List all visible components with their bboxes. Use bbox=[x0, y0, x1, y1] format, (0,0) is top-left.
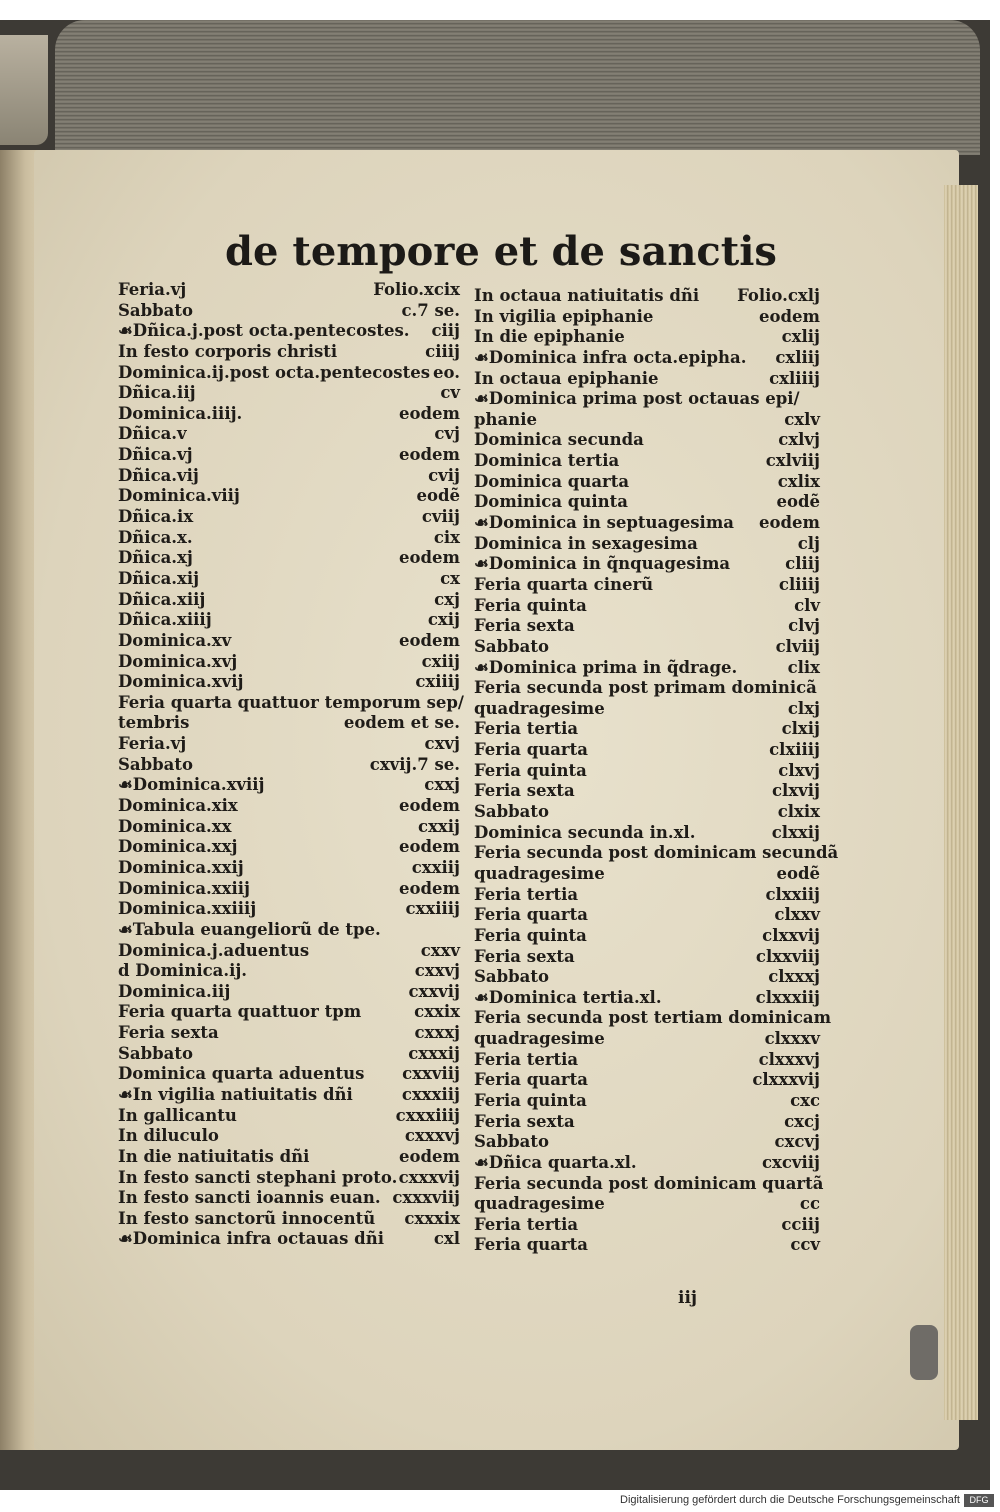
entry-title: Dñica.xij bbox=[118, 568, 200, 588]
entry-folio: cxxv bbox=[420, 940, 460, 960]
entry-folio: eodẽ bbox=[416, 486, 460, 506]
entry-folio: cxiiij bbox=[415, 672, 460, 692]
index-entry bbox=[118, 1126, 460, 1147]
index-entry bbox=[118, 507, 460, 528]
index-entry bbox=[474, 286, 820, 307]
entry-title: Sabbato bbox=[474, 802, 549, 822]
index-entry bbox=[474, 369, 820, 390]
entry-folio: cxxxiij bbox=[401, 1084, 460, 1104]
entry-folio: cxcvj bbox=[774, 1132, 820, 1152]
entry-title: Feria secunda post dominicam quartã bbox=[474, 1173, 824, 1193]
index-entry bbox=[474, 864, 820, 885]
entry-folio: clxxxvj bbox=[758, 1049, 820, 1069]
index-entry bbox=[118, 713, 460, 734]
index-entry bbox=[118, 858, 460, 879]
entry-folio: ciij bbox=[431, 321, 460, 341]
entry-title: Feria secunda post dominicam secundã bbox=[474, 843, 839, 863]
entry-folio: cxlviij bbox=[765, 451, 820, 471]
entry-folio: cxxiij bbox=[411, 857, 460, 877]
entry-title: ☙Dñica.j.post octa.pentecostes. bbox=[118, 321, 410, 341]
entry-title: In die natiuitatis dñi bbox=[118, 1146, 310, 1166]
index-entry bbox=[474, 1173, 824, 1195]
index-entry bbox=[474, 699, 820, 720]
index-entry bbox=[118, 879, 460, 900]
entry-title: Feria.vj bbox=[118, 280, 187, 299]
entry-title: Sabbato bbox=[118, 300, 193, 320]
index-entry bbox=[474, 1215, 820, 1236]
index-entry bbox=[474, 1029, 820, 1050]
entry-folio: cliij bbox=[785, 554, 820, 574]
index-entry bbox=[474, 554, 820, 575]
entry-folio: eodem bbox=[399, 403, 460, 423]
entry-title: ☙Dominica infra octa.epipha. bbox=[474, 347, 747, 367]
entry-title: Feria quarta bbox=[474, 1235, 588, 1255]
entry-title: Feria sexta bbox=[474, 616, 575, 636]
top-page-edges bbox=[55, 20, 980, 155]
index-entry bbox=[118, 920, 460, 941]
entry-folio: cxliiij bbox=[769, 368, 820, 388]
entry-folio: clj bbox=[797, 533, 820, 553]
index-entry bbox=[474, 678, 820, 699]
index-entry bbox=[474, 534, 820, 555]
entry-title: Dominica in sexagesima bbox=[474, 533, 698, 553]
entry-folio: cxxviij bbox=[402, 1064, 460, 1084]
entry-folio: cxlij bbox=[781, 327, 820, 347]
entry-folio: clviij bbox=[775, 636, 820, 656]
entry-folio: clxxxvij bbox=[752, 1070, 820, 1090]
entry-folio: clxxv bbox=[774, 905, 820, 925]
entry-folio: cxxxvij bbox=[398, 1167, 460, 1187]
entry-title: Feria quarta quattuor tpm bbox=[118, 1002, 362, 1022]
entry-title: Dominica.xvij bbox=[118, 672, 244, 692]
index-entry bbox=[118, 363, 460, 384]
entry-title: Feria sexta bbox=[474, 781, 575, 801]
entry-folio: cxiij bbox=[421, 651, 460, 671]
entry-folio: cc bbox=[799, 1194, 820, 1214]
index-entry bbox=[474, 967, 820, 988]
index-entry bbox=[474, 430, 820, 451]
entry-title: Feria tertia bbox=[474, 1214, 579, 1234]
entry-folio: eodem bbox=[399, 878, 460, 898]
index-entry bbox=[118, 1002, 460, 1023]
entry-title: quadragesime bbox=[474, 698, 605, 718]
index-entry bbox=[118, 837, 460, 858]
index-entry bbox=[118, 692, 464, 714]
entry-title: Feria quinta bbox=[474, 595, 587, 615]
index-entry bbox=[118, 590, 460, 611]
entry-folio: cvj bbox=[434, 424, 460, 444]
entry-title: Dominica.xxiij bbox=[118, 878, 250, 898]
entry-title: In vigilia epiphanie bbox=[474, 306, 654, 326]
index-entry bbox=[118, 383, 460, 404]
entry-folio: cxl bbox=[433, 1229, 460, 1249]
index-entry bbox=[474, 658, 820, 679]
index-entry bbox=[474, 1194, 820, 1215]
index-entry bbox=[474, 389, 820, 410]
entry-folio: eodem bbox=[759, 306, 820, 326]
index-entry bbox=[474, 885, 820, 906]
entry-title: ☙Dominica prima post octauas epi/ bbox=[474, 389, 800, 409]
entry-folio: eodem bbox=[399, 1146, 460, 1166]
index-entry bbox=[118, 652, 460, 673]
index-entry bbox=[118, 445, 460, 466]
entry-folio: cxxvij bbox=[408, 981, 460, 1001]
index-entry bbox=[474, 823, 820, 844]
index-entry bbox=[118, 342, 460, 363]
entry-title: Feria quinta bbox=[474, 1090, 587, 1110]
entry-title: In festo sancti ioannis euan. bbox=[118, 1188, 381, 1208]
entry-title: Sabbato bbox=[118, 754, 193, 774]
index-entry bbox=[118, 755, 460, 776]
entry-title: tembris bbox=[118, 713, 190, 733]
entry-title: In festo sancti stephani proto. bbox=[118, 1167, 398, 1187]
entry-folio: cxxvj bbox=[414, 961, 460, 981]
entry-folio: clv bbox=[794, 595, 820, 615]
entry-title: Feria tertia bbox=[474, 719, 579, 739]
left-column-index bbox=[118, 280, 464, 1250]
entry-title: Dominica.viij bbox=[118, 486, 240, 506]
entry-folio: eodem bbox=[399, 796, 460, 816]
index-entry bbox=[474, 843, 839, 864]
index-entry bbox=[474, 451, 820, 472]
entry-folio: cxcviij bbox=[761, 1152, 820, 1172]
entry-folio: cxxxiiij bbox=[395, 1105, 460, 1125]
page-clip bbox=[910, 1325, 938, 1380]
entry-title: Feria sexta bbox=[118, 1023, 219, 1043]
entry-title: Dominica.xv bbox=[118, 630, 232, 650]
entry-title: In octaua epiphanie bbox=[474, 368, 659, 388]
entry-title: Feria quinta bbox=[474, 760, 587, 780]
dfg-logo: DFG bbox=[964, 1494, 994, 1507]
entry-folio: cxc bbox=[790, 1090, 820, 1110]
entry-title: Dominica.iiij. bbox=[118, 403, 243, 423]
entry-title: In die epiphanie bbox=[474, 327, 625, 347]
entry-folio: cxlix bbox=[777, 471, 820, 491]
index-entry bbox=[118, 796, 460, 817]
entry-folio: clxiiij bbox=[769, 740, 820, 760]
entry-folio: clxxxiij bbox=[755, 987, 820, 1007]
index-entry bbox=[118, 1044, 460, 1065]
index-entry bbox=[118, 424, 460, 445]
index-entry bbox=[474, 327, 820, 348]
index-entry bbox=[474, 1091, 820, 1112]
index-entry bbox=[474, 1070, 820, 1091]
index-entry bbox=[474, 637, 820, 658]
index-entry bbox=[474, 1132, 820, 1153]
index-entry bbox=[118, 672, 460, 693]
entry-title: quadragesime bbox=[474, 1029, 605, 1049]
entry-title: phanie bbox=[474, 409, 537, 429]
entry-title: Dñica.vij bbox=[118, 465, 199, 485]
entry-title: Dominica secunda in.xl. bbox=[474, 822, 696, 842]
index-entry bbox=[474, 472, 820, 493]
entry-title: ☙Dominica prima in q̃drage. bbox=[474, 657, 738, 677]
entry-title: In gallicantu bbox=[118, 1105, 237, 1125]
entry-folio: cxxxj bbox=[414, 1023, 460, 1043]
entry-title: Dominica quarta aduentus bbox=[118, 1064, 365, 1084]
index-entry bbox=[474, 513, 820, 534]
signature-mark: iij bbox=[678, 1288, 698, 1308]
entry-title: Dominica.xxj bbox=[118, 837, 238, 857]
index-entry bbox=[118, 1188, 460, 1209]
entry-folio: c.7 se. bbox=[401, 300, 460, 320]
index-entry bbox=[474, 988, 820, 1009]
index-entry bbox=[118, 899, 460, 920]
entry-folio: cxcj bbox=[784, 1111, 820, 1131]
entry-title: Feria quarta bbox=[474, 1070, 588, 1090]
entry-folio: eodem et se. bbox=[343, 713, 460, 733]
index-entry bbox=[474, 781, 820, 802]
entry-title: In diluculo bbox=[118, 1126, 219, 1146]
index-entry bbox=[118, 1209, 460, 1230]
entry-folio: cxlv bbox=[784, 409, 820, 429]
entry-title: Feria tertia bbox=[474, 884, 579, 904]
entry-title: Dominica.xxij bbox=[118, 857, 244, 877]
entry-title: Dominica.xxiiij bbox=[118, 899, 257, 919]
index-entry bbox=[474, 348, 820, 369]
entry-folio: ciiij bbox=[425, 341, 460, 361]
entry-folio: eo. bbox=[433, 362, 460, 382]
entry-folio: clix bbox=[787, 657, 820, 677]
entry-title: Feria quarta quattuor temporum sep/ bbox=[118, 692, 464, 712]
index-entry bbox=[474, 616, 820, 637]
index-entry bbox=[118, 486, 460, 507]
entry-title: Dñica.xj bbox=[118, 548, 193, 568]
entry-title: ☙Tabula euangeliorũ de tpe. bbox=[118, 919, 381, 939]
entry-folio: eodem bbox=[399, 837, 460, 857]
index-entry bbox=[474, 410, 820, 431]
index-entry bbox=[118, 1147, 460, 1168]
index-entry bbox=[474, 761, 820, 782]
entry-title: Dñica.xiiij bbox=[118, 610, 212, 630]
index-entry bbox=[118, 1229, 460, 1250]
index-entry bbox=[118, 1023, 460, 1044]
entry-title: Dominica.xx bbox=[118, 816, 232, 836]
index-entry bbox=[118, 528, 460, 549]
entry-title: Feria secunda post primam dominicã bbox=[474, 678, 817, 698]
entry-folio: cx bbox=[440, 568, 460, 588]
right-column-index bbox=[474, 286, 839, 1256]
entry-title: Dñica.vj bbox=[118, 445, 193, 465]
entry-title: Dominica.xix bbox=[118, 796, 238, 816]
entry-folio: cxj bbox=[434, 589, 460, 609]
index-entry bbox=[474, 1112, 820, 1133]
index-entry bbox=[474, 575, 820, 596]
entry-title: Dñica.ix bbox=[118, 507, 194, 527]
entry-title: Feria quarta bbox=[474, 905, 588, 925]
entry-folio: Folio.cxlj bbox=[737, 286, 820, 305]
entry-folio: clxxij bbox=[771, 822, 820, 842]
entry-folio: cliiij bbox=[778, 574, 820, 594]
index-entry bbox=[474, 1050, 820, 1071]
entry-title: Dominica tertia bbox=[474, 451, 620, 471]
entry-folio: clxj bbox=[787, 698, 820, 718]
entry-folio: cxxj bbox=[424, 775, 460, 795]
entry-folio: cxxiiij bbox=[405, 899, 460, 919]
index-entry bbox=[474, 719, 820, 740]
entry-title: Dñica.v bbox=[118, 424, 187, 444]
entry-folio: cxxxij bbox=[408, 1043, 460, 1063]
entry-title: Dñica.xiij bbox=[118, 589, 206, 609]
entry-title: Feria quarta cinerũ bbox=[474, 574, 654, 594]
entry-folio: clxxxv bbox=[764, 1029, 820, 1049]
entry-title: Dominica quarta bbox=[474, 471, 630, 491]
entry-folio: cxij bbox=[427, 610, 460, 630]
index-entry bbox=[118, 734, 460, 755]
index-entry bbox=[118, 961, 460, 982]
entry-title: Feria secunda post tertiam dominicam bbox=[474, 1008, 832, 1028]
entry-folio: cxxxix bbox=[404, 1208, 460, 1228]
entry-title: Feria tertia bbox=[474, 1049, 579, 1069]
entry-title: Dominica secunda bbox=[474, 430, 644, 450]
entry-title: ☙Dominica.xviij bbox=[118, 775, 265, 795]
entry-folio: cix bbox=[433, 527, 460, 547]
index-entry bbox=[474, 947, 820, 968]
entry-title: Dominica.j.aduentus bbox=[118, 940, 310, 960]
entry-folio: eodem bbox=[399, 548, 460, 568]
index-entry bbox=[118, 1168, 460, 1189]
index-entry bbox=[474, 1008, 832, 1029]
index-entry bbox=[474, 1153, 820, 1174]
index-entry bbox=[118, 569, 460, 590]
footer-bar bbox=[0, 1490, 1000, 1512]
index-entry bbox=[118, 321, 460, 342]
index-entry bbox=[118, 280, 460, 301]
entry-folio: eodẽ bbox=[776, 492, 820, 512]
entry-title: Dominica quinta bbox=[474, 492, 628, 512]
footer-credit: Digitalisierung gefördert durch die Deutsche Forschungsgemeinschaft bbox=[620, 1494, 960, 1506]
entry-title: ☙Dñica quarta.xl. bbox=[474, 1152, 637, 1172]
index-entry bbox=[474, 905, 820, 926]
entry-folio: clxij bbox=[781, 719, 820, 739]
entry-title: ☙Dominica infra octauas dñi bbox=[118, 1229, 384, 1249]
entry-title: Feria sexta bbox=[474, 1111, 575, 1131]
index-entry bbox=[118, 548, 460, 569]
index-entry bbox=[118, 1085, 460, 1106]
index-entry bbox=[474, 1235, 820, 1256]
index-entry bbox=[118, 631, 460, 652]
index-entry bbox=[118, 610, 460, 631]
entry-folio: cxliij bbox=[775, 347, 820, 367]
entry-title: quadragesime bbox=[474, 863, 605, 883]
index-entry bbox=[118, 982, 460, 1003]
page-heading: de tempore et de sanctis bbox=[225, 228, 777, 275]
entry-title: Sabbato bbox=[474, 1132, 549, 1152]
index-entry bbox=[118, 404, 460, 425]
entry-folio: clxxxj bbox=[768, 967, 820, 987]
index-entry bbox=[474, 740, 820, 761]
entry-title: Dñica.iij bbox=[118, 383, 196, 403]
entry-title: ☙Dominica tertia.xl. bbox=[474, 987, 662, 1007]
index-entry bbox=[118, 1106, 460, 1127]
entry-title: Sabbato bbox=[118, 1043, 193, 1063]
entry-title: Sabbato bbox=[474, 636, 549, 656]
index-entry bbox=[118, 301, 460, 322]
entry-folio: clxxvij bbox=[762, 925, 820, 945]
entry-folio: clxix bbox=[777, 802, 820, 822]
entry-folio: clxxiij bbox=[765, 884, 820, 904]
entry-folio: cxxix bbox=[414, 1002, 460, 1022]
index-entry bbox=[474, 596, 820, 617]
entry-folio: clvj bbox=[788, 616, 820, 636]
entry-title: Feria sexta bbox=[474, 946, 575, 966]
index-entry bbox=[118, 941, 460, 962]
entry-title: ☙In vigilia natiuitatis dñi bbox=[118, 1084, 353, 1104]
entry-title: Feria quarta bbox=[474, 740, 588, 760]
entry-folio: cxxij bbox=[418, 816, 460, 836]
entry-folio: cxlvj bbox=[778, 430, 820, 450]
entry-title: In octaua natiuitatis dñi bbox=[474, 286, 700, 305]
entry-folio: clxvij bbox=[772, 781, 820, 801]
entry-folio: eodẽ bbox=[776, 863, 820, 883]
entry-folio: cv bbox=[440, 383, 460, 403]
entry-folio: cxxxviij bbox=[392, 1188, 460, 1208]
right-page-edges bbox=[944, 185, 978, 1420]
entry-folio: cvij bbox=[428, 465, 460, 485]
index-entry bbox=[474, 926, 820, 947]
index-entry bbox=[474, 492, 820, 513]
entry-folio: eodem bbox=[759, 513, 820, 533]
entry-title: Dñica.x. bbox=[118, 527, 193, 547]
entry-title: In festo corporis christi bbox=[118, 341, 338, 361]
entry-folio: eodem bbox=[399, 630, 460, 650]
index-entry bbox=[474, 307, 820, 328]
entry-folio: ccv bbox=[790, 1235, 820, 1255]
entry-folio: cxxxvj bbox=[404, 1126, 460, 1146]
entry-folio: Folio.xcix bbox=[373, 280, 460, 299]
index-entry bbox=[118, 1064, 460, 1085]
book-spine bbox=[0, 35, 48, 145]
entry-folio: cciij bbox=[781, 1214, 820, 1234]
entry-title: Dominica.ij.post octa.pentecostes bbox=[118, 362, 430, 382]
entry-folio: cxvj bbox=[424, 734, 460, 754]
entry-title: Dominica.xvj bbox=[118, 651, 238, 671]
entry-folio: cviij bbox=[421, 507, 460, 527]
index-entry bbox=[118, 466, 460, 487]
entry-title: In festo sanctorũ innocentũ bbox=[118, 1208, 376, 1228]
entry-folio: cxvij.7 se. bbox=[369, 754, 460, 774]
entry-title: d Dominica.ij. bbox=[118, 961, 248, 981]
entry-title: ☙Dominica in septuagesima bbox=[474, 513, 734, 533]
entry-title: Feria.vj bbox=[118, 734, 187, 754]
index-entry bbox=[474, 802, 820, 823]
index-entry bbox=[118, 775, 460, 796]
entry-folio: clxvj bbox=[778, 760, 820, 780]
entry-title: quadragesime bbox=[474, 1194, 605, 1214]
entry-folio: eodem bbox=[399, 445, 460, 465]
entry-title: ☙Dominica in q̃nquagesima bbox=[474, 554, 731, 574]
entry-title: Feria quinta bbox=[474, 925, 587, 945]
entry-title: Sabbato bbox=[474, 967, 549, 987]
index-entry bbox=[118, 817, 460, 838]
entry-folio: clxxviij bbox=[755, 946, 820, 966]
entry-title: Dominica.iij bbox=[118, 981, 231, 1001]
